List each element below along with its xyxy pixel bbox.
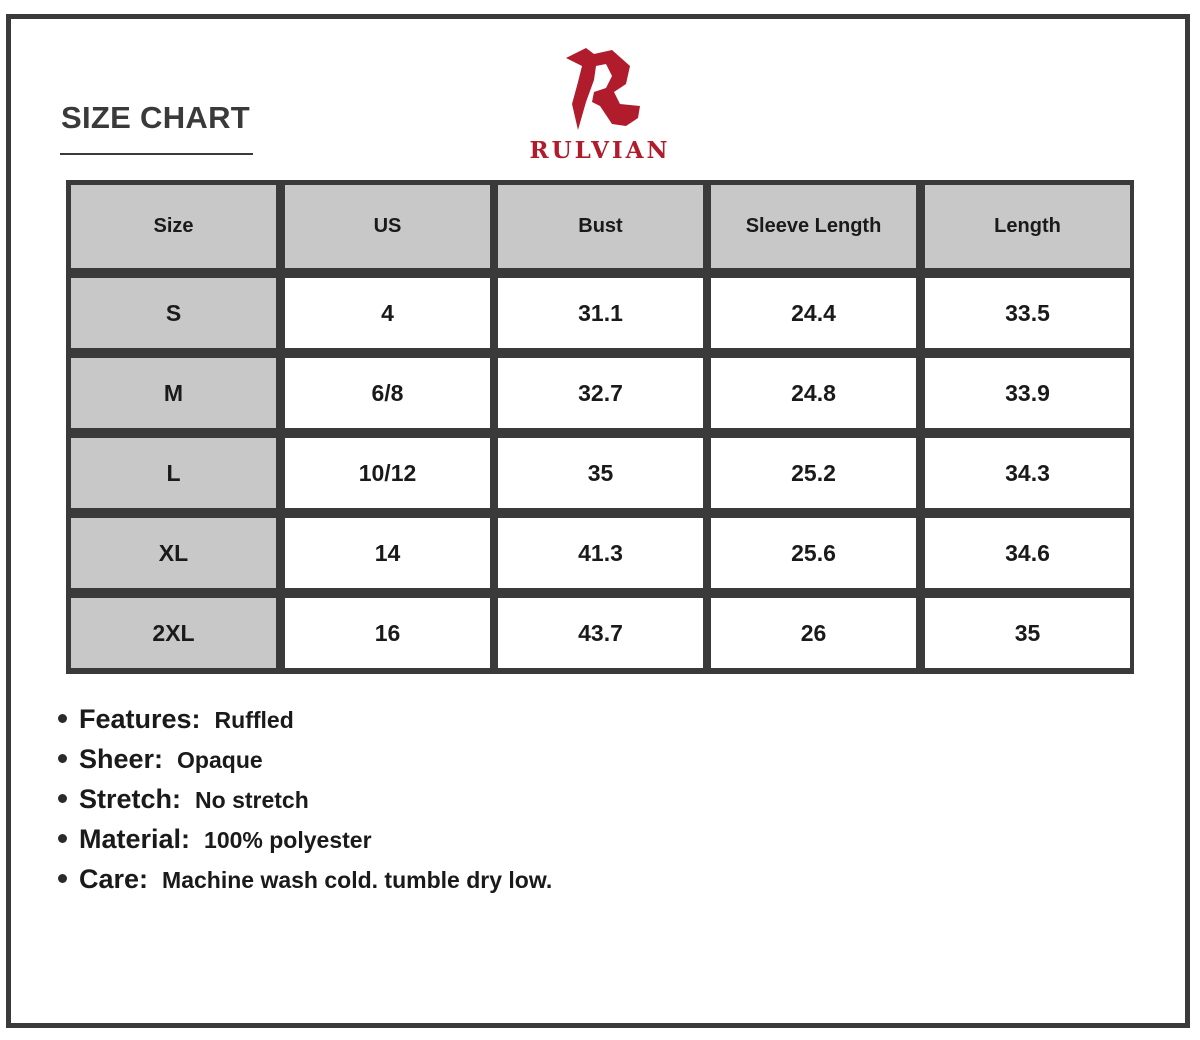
size-cell: M [71,358,276,428]
table-cell: 35 [498,438,703,508]
feature-item [58,784,309,815]
table-cell: 25.6 [711,518,916,588]
feature-item [58,744,263,775]
bullet-icon [58,834,67,843]
feature-item [58,864,552,895]
bullet-icon [58,754,67,763]
table-cell: 31.1 [498,278,703,348]
header-sleeve-length: Sleeve Length [711,185,916,268]
table-cell: 25.2 [711,438,916,508]
table-cell: 35 [925,598,1130,668]
header-us: US [285,185,490,268]
table-cell: 26 [711,598,916,668]
feature-label: Features: [79,704,201,734]
table-cell: 34.3 [925,438,1130,508]
title-underline [60,153,253,155]
feature-value: No stretch [195,787,309,813]
table-cell: 33.5 [925,278,1130,348]
bullet-icon [58,874,67,883]
bullet-icon [58,714,67,723]
size-cell: 2XL [71,598,276,668]
feature-item [58,824,372,855]
table-cell: 16 [285,598,490,668]
size-cell: XL [71,518,276,588]
header-length: Length [925,185,1130,268]
table-cell: 14 [285,518,490,588]
feature-value: Opaque [177,747,263,773]
bullet-icon [58,794,67,803]
size-cell: L [71,438,276,508]
feature-value: 100% polyester [204,827,372,853]
table-cell: 32.7 [498,358,703,428]
table-cell: 24.4 [711,278,916,348]
table-cell: 24.8 [711,358,916,428]
size-cell: S [71,278,276,348]
table-cell: 43.7 [498,598,703,668]
table-cell: 6/8 [285,358,490,428]
table-cell: 10/12 [285,438,490,508]
feature-label: Material: [79,824,191,854]
table-cell: 4 [285,278,490,348]
brand-logo-icon [556,44,646,134]
size-table [66,180,1134,674]
feature-value: Ruffled [214,707,294,733]
feature-value: Machine wash cold. tumble dry low. [162,867,553,893]
page-title: SIZE CHART [61,100,250,135]
header-bust: Bust [498,185,703,268]
table-cell: 41.3 [498,518,703,588]
feature-label: Stretch: [79,784,182,814]
header-size: Size [71,185,276,268]
feature-item [58,704,294,735]
feature-label: Sheer: [79,744,164,774]
table-cell: 34.6 [925,518,1130,588]
brand-name: RULVIAN [529,137,671,164]
table-cell: 33.9 [925,358,1130,428]
feature-label: Care: [79,864,149,894]
